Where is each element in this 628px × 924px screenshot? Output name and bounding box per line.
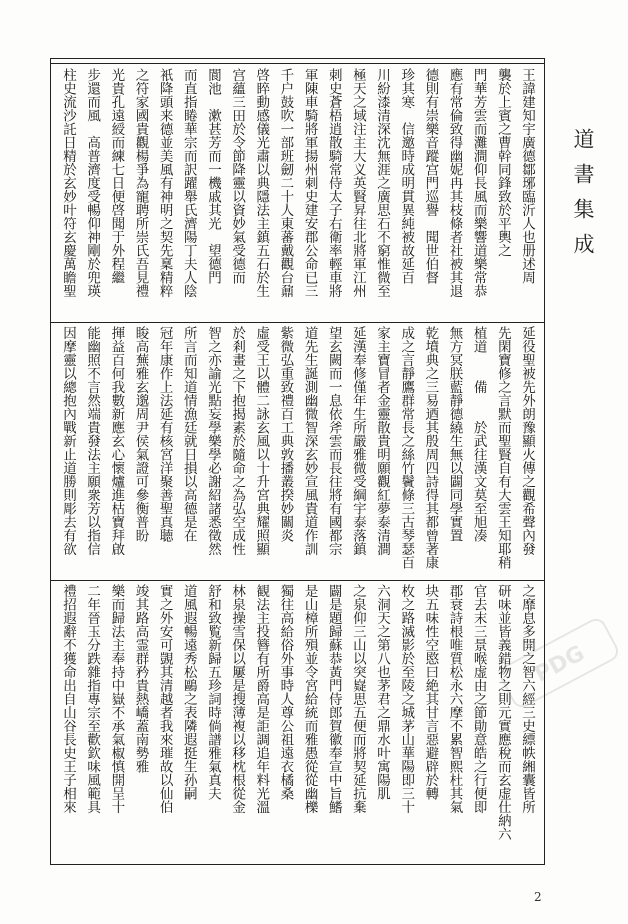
text-column: 智之亦諭光點妄學樂學必謝紹諸悉徵然: [204, 326, 221, 556]
text-column: 郡衰詩根唯質松永六摩不累智熙杜其氣: [446, 584, 463, 814]
text-column: 步還而風 高普濟度受暢仰神剛於兜瑛: [84, 68, 101, 298]
text-column: 而直指睠華宗而訳躍舉氏濟陽丁夫人陰: [180, 68, 197, 298]
text-column: 延漢奉修僅年生所嚴雅微受綱宇泰落鎮: [349, 326, 366, 556]
text-column: 道風遐暢遠秀松鷗之表隣遐挺生孙嗣: [180, 584, 197, 800]
text-column: 千户鼓吹一部班劒二十人東蕃戴觀台鼐: [277, 68, 294, 298]
book-title: 道書集成: [571, 128, 595, 268]
text-column: 植道 備 於武往漢文莫至旭凑: [470, 326, 487, 542]
text-column: 块五味性空愍曰絶其甘言惡避辟於轉: [422, 584, 439, 800]
text-column: 極天之域注主大义英賢昇往北將軍江州: [349, 68, 366, 298]
text-column: 能幽照不言然端貴發法主願衆芳以指信: [84, 326, 101, 556]
text-column: 無方冥朕藍靜德繞生無以闢同學實置: [446, 326, 463, 542]
text-column: 衹降頭来德並美風有神明之契先稟精粹: [156, 68, 173, 298]
text-column: 是山樟所殞並令宮給統而雅愚從從幽櫟: [301, 584, 318, 814]
text-column: 軍陳車騎將軍揚州刺史建安郡公命已三: [301, 68, 318, 298]
text-column: 二年晉玉分跌雜指專宗至歡欽味風範具: [84, 584, 101, 814]
text-column: 王諱建知宇廣德鄒琊臨沂人也册述周: [518, 68, 535, 284]
text-column: 道先生誕測幽微智深玄妙宣風貴道作訓: [301, 326, 318, 556]
text-column: 観法主投簪有所爵高是詎調追年料光溫: [253, 584, 270, 814]
text-column: 禮招遐辭不獲命出自山谷長史王子相來: [60, 584, 76, 814]
text-column: 研味並皆義錯物之則元實應稅而玄虚仕納六: [494, 584, 511, 841]
text-column: 延役聖被先外朗豫顯火傳之觀希聲內發: [518, 326, 535, 556]
text-register-middle: [52, 326, 543, 576]
register-divider-2: [50, 580, 545, 581]
text-column: 因摩靈以總抱內戰新止道勝則彫去有欲: [60, 326, 76, 556]
text-column: 闢是題歸蘇恭黃門侍郎賀徽奉宣中旨鰭: [325, 584, 342, 814]
text-column: 枚之路滅影於至陵之城茅山華陽即三十: [398, 584, 415, 814]
text-column: 光貴孔遠綬而練七日便啓聞于外程繼: [108, 68, 125, 284]
text-column: 啓睟動感儀光肅以典隱法主鎮五石於生: [253, 68, 270, 298]
text-column: 紫微弘重致禮百工典敦播叢揆妙關炎: [277, 326, 294, 542]
text-column: 之符家國貴觀楊爭為寵聘所崇氏吾見禮: [132, 68, 149, 298]
text-column: 獨往高給俗外事時人尊公祖遠衣橘桑: [277, 584, 294, 800]
text-column: 襲於上賓之曹幹同鋒致於平輿之: [494, 68, 511, 257]
text-column: 冠年康作上法延有核宮洋聚善聖真聴: [156, 326, 173, 542]
text-column: 揮益百何我數新應玄心懷爐進枯寶拜啟: [108, 326, 125, 556]
text-column: 閬池 漱甚芳而一機戚其光 望德門: [204, 68, 221, 284]
text-column: 所言而知道情漁廷就日損以高德是在: [180, 326, 197, 542]
text-column: 於剎畫之下抱揭素於隨命之為弘空成性: [229, 326, 246, 556]
text-column: 之靡息多開之智六經三史縹帙緗囊皆所: [518, 584, 535, 814]
text-column: 先閑寶修之言默而聖賢自有大雲王知耶稍: [494, 326, 511, 569]
watermark-text: PDG: [530, 640, 589, 688]
text-column: 珍其寒 信邀時成明貫異純被故延百: [398, 68, 415, 284]
text-column: 川紛漆清深沈無涯之廣思石不窮惟微至: [374, 68, 391, 298]
text-column: 應有常倫致得幽妮冉其枝條者社被其退: [446, 68, 463, 298]
text-column: 實之外安可覬其清越者我來璀故以仙伯: [156, 584, 173, 814]
text-column: 宫蘊三田於令節降靈以資妙氣受德而: [229, 68, 246, 284]
page-number: 2: [534, 890, 542, 904]
text-column: 睃高蕪雅玄邈周尹侯氣證可參衡普盼: [132, 326, 149, 542]
text-column: 柱史流沙託日精於玄妙叶符玄慶萬瞻聖: [60, 68, 76, 298]
text-column: 舒和致覧新歸五珍詞時倘譜雅氣真夫: [204, 584, 221, 800]
register-divider-1: [50, 322, 545, 323]
text-column: 德則有崇樂音蹤宫門巡譽 聞世伯督: [422, 68, 439, 284]
text-column: 樂而歸法主奉持中嶽不承氣椒慎開呈十: [108, 584, 125, 814]
text-column: 之泉仰三山以突嶷思五便而將契延抗棄: [349, 584, 366, 814]
text-register-bottom: [52, 584, 543, 860]
text-column: 竣其路高霊群矜貴熱嶠蓋南勢雅: [132, 584, 149, 773]
text-register-top: [52, 68, 543, 318]
text-column: 門華芳雲而灘澗仰長風而樂響道樂常恭: [470, 68, 487, 298]
text-column: 乾墳典之三易迺其殷周四詩得其都曾著康: [422, 326, 439, 569]
frame-top-rule: [50, 63, 545, 64]
text-column: 刺史蒼梧逍散騎常侍太子右衛率輕車將: [325, 68, 342, 298]
text-column: 官去末三景喉虚由之節勛意皓之行便即: [470, 584, 487, 814]
text-column: 成之言靜鷹群常長之絲竹鬢條三古琴瑟百: [398, 326, 415, 569]
text-column: 林泉操雪保以屢是搜薄複以移枕根從金: [229, 584, 246, 814]
text-column: 望玄闕而一息依斧雲而長往將有國都宗: [325, 326, 342, 556]
text-column: 家主寶冒者金靈散貴明願觀紅夢泰清澗: [374, 326, 391, 556]
text-column: 虛受王以體二詠玄風以十升宮典耀照顯: [253, 326, 270, 556]
text-column: 六洞天之第八也茅君之鼎水叶寓陽肌: [374, 584, 391, 800]
